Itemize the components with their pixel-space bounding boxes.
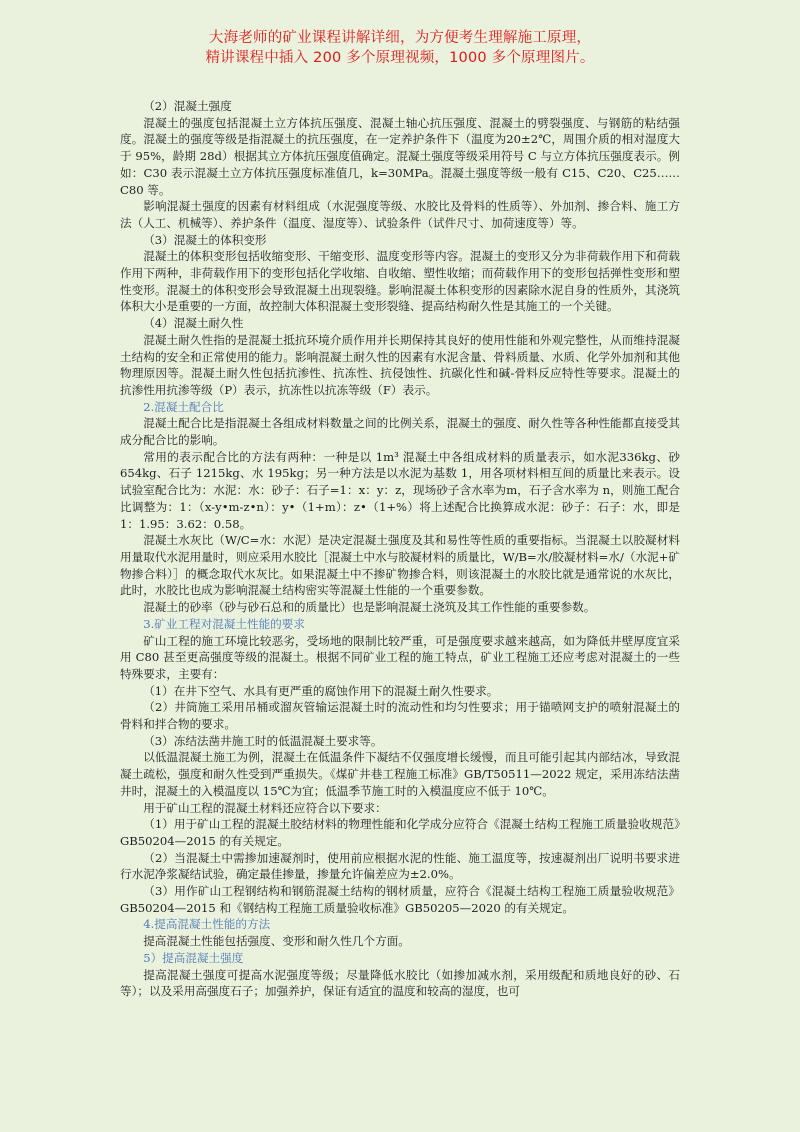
paragraph: 用于矿山工程的混凝土材料还应符合以下要求： xyxy=(143,800,387,815)
section-heading-blue: 4.提高混凝土性能的方法 xyxy=(143,917,271,932)
paragraph: 混凝土的强度包括混凝土立方体抗压强度、混凝土轴心抗压强度、混凝土的劈裂强度、与钢筋的粘结强度。混凝土的强度等级是指混凝土的抗压强度，在一定养护条件下（温度为20±2℃，周围介质的相对湿度大于 95%，龄期 28d）根据其立方体抗压强度值确定。混凝土强度等级采用符号 C 与立方体抗压强度表示。例如：C30 表示混凝土立方体抗压强度标准值几，k=30MPa。混凝土强度等级一般有 C15、C20、C25……C80 等。 xyxy=(120,115,681,197)
banner-line-2: 精讲课程中插入 200 多个原理视频，1000 多个原理图片。 xyxy=(205,50,595,66)
paragraph: 混凝土的体积变形包括收缩变形、干缩变形、温度变形等内容。混凝土的变形又分为非荷载作用下和荷载作用下两种，非荷载作用下的变形包括化学收缩、自收缩、塑性收缩；而荷载作用下的变形包括弹性变形和塑性变形。混凝土的体积变形会导致混凝土出现裂缝。影响混凝土体积变形的因素除水泥自身的性质外，其浇筑体积大小是重要的一方面，故控制大体积混凝土变形裂缝、提高结构耐久性是其施工的一个关键。 xyxy=(120,249,680,314)
list-item: （1）用于矿山工程的混凝土胶结材料的物理性能和化学成分应符合《混凝土结构工程施工质量验收规范》GB50204—2015 的有关规定。 xyxy=(120,817,680,848)
list-item: （3）冻结法凿井施工时的低温混凝土要求等。 xyxy=(143,733,383,748)
section-heading-blue: 2.混凝土配合比 xyxy=(143,399,224,414)
paragraph: 影响混凝土强度的因素有材料组成（水泥强度等级、水胶比及骨料的性质等）、外加剂、掺合料、施工方法（人工、机械等）、养护条件（温度、湿度等）、试验条件（试件尺寸、加荷速度等）等。 xyxy=(120,199,680,230)
paragraph: 矿山工程的施工环境比较恶劣，受场地的限制比较严重，可是强度要求越来越高，如为降低井壁厚度宜采用 C80 甚至更高强度等级的混凝土。根据不同矿业工程的施工特点，矿业工程施工还应考虑对混凝土的一些特殊要求，主要有： xyxy=(120,633,680,681)
section-heading: （2）混凝土强度 xyxy=(143,99,232,113)
section-heading: （4）混凝土耐久性 xyxy=(143,316,244,331)
paragraph: 提高混凝土性能包括强度、变形和耐久性几个方面。 xyxy=(143,934,410,949)
paragraph: 混凝土的砂率（砂与砂石总和的质量比）也是影响混凝土浇筑及其工作性能的重要参数。 xyxy=(143,600,596,615)
paragraph: 混凝土配合比是指混凝土各组成材料数量之间的比例关系，混凝土的强度、耐久性等各种性能都直接受其成分配合比的影响。 xyxy=(120,416,680,448)
list-item: （2）井筒施工采用吊桶或溜灰管输运混凝土时的流动性和均匀性要求；用于锚喷网支护的喷射混凝土的骨料和拌合物的要求。 xyxy=(120,700,680,732)
list-item: （2）当混凝土中需掺加速凝剂时，使用前应根据水泥的性能、施工温度等，按速凝剂出厂说明书要求进行水泥净浆凝结试验，确定最佳掺量，掺量允许偏差应为±2.0%。 xyxy=(120,850,680,882)
document-body xyxy=(120,98,680,1000)
list-item: （3）用作矿山工程钢结构和钢筋混凝土结构的钢材质量，应符合《混凝土结构工程施工质量验收规范》GB50204—2015 和《钢结构工程施工质量验收标准》GB50205—2020 的有关规定。 xyxy=(120,884,680,915)
promo-banner xyxy=(0,28,800,68)
paragraph: 以低温混凝土施工为例，混凝土在低温条件下凝结不仅强度增长缓慢，而且可能引起其内部结冰，导致混凝土疏松，强度和耐久性受到严重损失。《煤矿井巷工程施工标准》GB/T50511—2022 规定，采用冻结法凿井时，混凝土的入模温度以 15℃为宜；低温季节施工时的入模温度应不低于 10℃。 xyxy=(120,750,680,798)
section-heading: （3）混凝土的体积变形 xyxy=(143,232,267,247)
paragraph: 提高混凝土强度可提高水泥强度等级；尽量降低水胶比（如掺加减水剂，采用级配和质地良好的砂、石等）；以及采用高强度石子；加强养护，保证有适宜的温度和较高的湿度，也可 xyxy=(120,967,680,999)
paragraph: 混凝土耐久性指的是混凝土抵抗环境介质作用并长期保持其良好的使用性能和外观完整性，从而维持混凝土结构的安全和正常使用的能力。影响混凝土耐久性的因素有水泥含量、骨料质量、水质、化学外加剂和其他物理原因等。混凝土耐久性包括抗渗性、抗冻性、抗侵蚀性、抗碳化性和碱-骨料反应特性等要求。混凝土的抗渗性用抗渗等级（P）表示，抗冻性以抗冻等级（F）表示。 xyxy=(120,332,680,397)
section-heading-blue: 3.矿业工程对混凝土性能的要求 xyxy=(143,616,305,631)
banner-line-1: 大海老师的矿业课程讲解详细，为方便考生理解施工原理， xyxy=(208,30,592,46)
paragraph: 混凝土水灰比（W/C=水：水泥）是决定混凝土强度及其和易性等性质的重要指标。当混凝土以胶凝材料用量取代水泥用量时，则应采用水胶比［混凝土中水与胶凝材料的质量比，W/B=水/胶凝材料=水/（水泥+矿物掺合料）］的概念取代水灰比。如果混凝土中不掺矿物掺合料，则该混凝土的水胶比就是通常说的水灰比，此时，水胶比也成为影响混凝土结构密实等混凝土性能的一个重要参数。 xyxy=(120,533,680,598)
section-heading-blue: 5）提高混凝土强度 xyxy=(143,950,244,965)
paragraph: 常用的表示配合比的方法有两种：一种是以 1m³ 混凝土中各组成材料的质量表示，如水泥336kg、砂 654kg、石子 1215kg、水 195kg；另一种方法是以水泥为基数 1，用各项材料相互间的质量比来表示。设试验室配合比为：水泥：水：砂子：石子=1：x：y：z，现场砂子含水率为m，石子含水率为 n，则施工配合比调整为：1：（x-y•m-z•n）：y•（1+m）：z•（1+%）将上述配合比换算成水泥：砂子：石子：水，即是 1：1.95：3.62：0.58。 xyxy=(120,449,680,531)
list-item: （1）在井下空气、水具有更严重的腐蚀作用下的混凝土耐久性要求。 xyxy=(143,683,499,698)
